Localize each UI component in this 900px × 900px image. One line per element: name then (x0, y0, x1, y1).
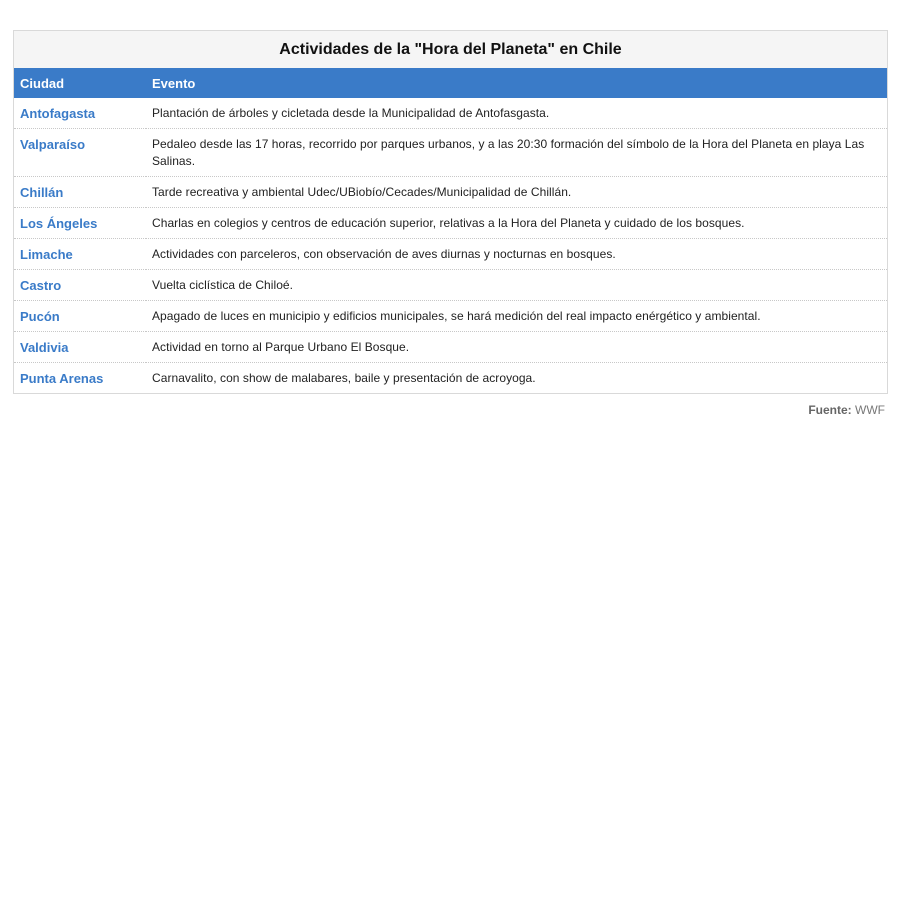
column-header-city: Ciudad (14, 68, 146, 98)
event-cell: Carnavalito, con show de malabares, baile y presentación de acroyoga. (152, 371, 536, 385)
table-header-row (14, 68, 887, 98)
city-cell: Limache (14, 239, 146, 270)
city-cell: Valdivia (14, 332, 146, 363)
column-header-event: Evento (146, 68, 887, 98)
table-row (14, 270, 887, 301)
city-cell: Valparaíso (14, 129, 146, 177)
event-cell: Plantación de árboles y cicletada desde la Municipalidad de Antofasgasta. (146, 98, 887, 129)
table-row (14, 129, 887, 177)
table-row (14, 332, 887, 363)
event-cell: Charlas en colegios y centros de educación superior, relativas a la Hora del Planeta y cuidado de los bosques. (146, 208, 887, 239)
city-cell: Antofagasta (14, 98, 146, 129)
table-title: Actividades de la "Hora del Planeta" en Chile (14, 31, 887, 68)
event-cell: Actividades con parceleros, con observación de aves diurnas y nocturnas en bosques. (146, 239, 887, 270)
table-row (14, 239, 887, 270)
table-container (13, 30, 888, 394)
city-cell: Chillán (14, 177, 146, 208)
city-cell: Pucón (14, 301, 146, 332)
source-value: WWF (851, 403, 885, 417)
event-cell: Apagado de luces en municipio y edificios municipales, se hará medición del real impacto enérgético y ambiental. (146, 301, 887, 332)
event-cell: Tarde recreativa y ambiental Udec/UBiobío/Cecades/Municipalidad de Chillán. (146, 177, 887, 208)
event-cell: Vuelta ciclística de Chiloé. (146, 270, 887, 301)
table-row (14, 301, 887, 332)
activities-table-widget (13, 30, 888, 417)
city-cell: Castro (14, 270, 146, 301)
table-row (14, 363, 887, 394)
table-row (14, 177, 887, 208)
source-credit (13, 403, 888, 417)
event-cell: Pedaleo desde las 17 horas, recorrido por parques urbanos, y a las 20:30 formación del símbolo de la Hora del Planeta en playa Las Salinas. (146, 129, 887, 177)
activities-table (14, 68, 887, 393)
table-row (14, 208, 887, 239)
source-label: Fuente: (808, 403, 852, 417)
city-cell: Los Ángeles (14, 208, 146, 239)
city-cell: Punta Arenas (20, 371, 104, 386)
event-cell: Actividad en torno al Parque Urbano El Bosque. (146, 332, 887, 363)
table-row (14, 98, 887, 129)
